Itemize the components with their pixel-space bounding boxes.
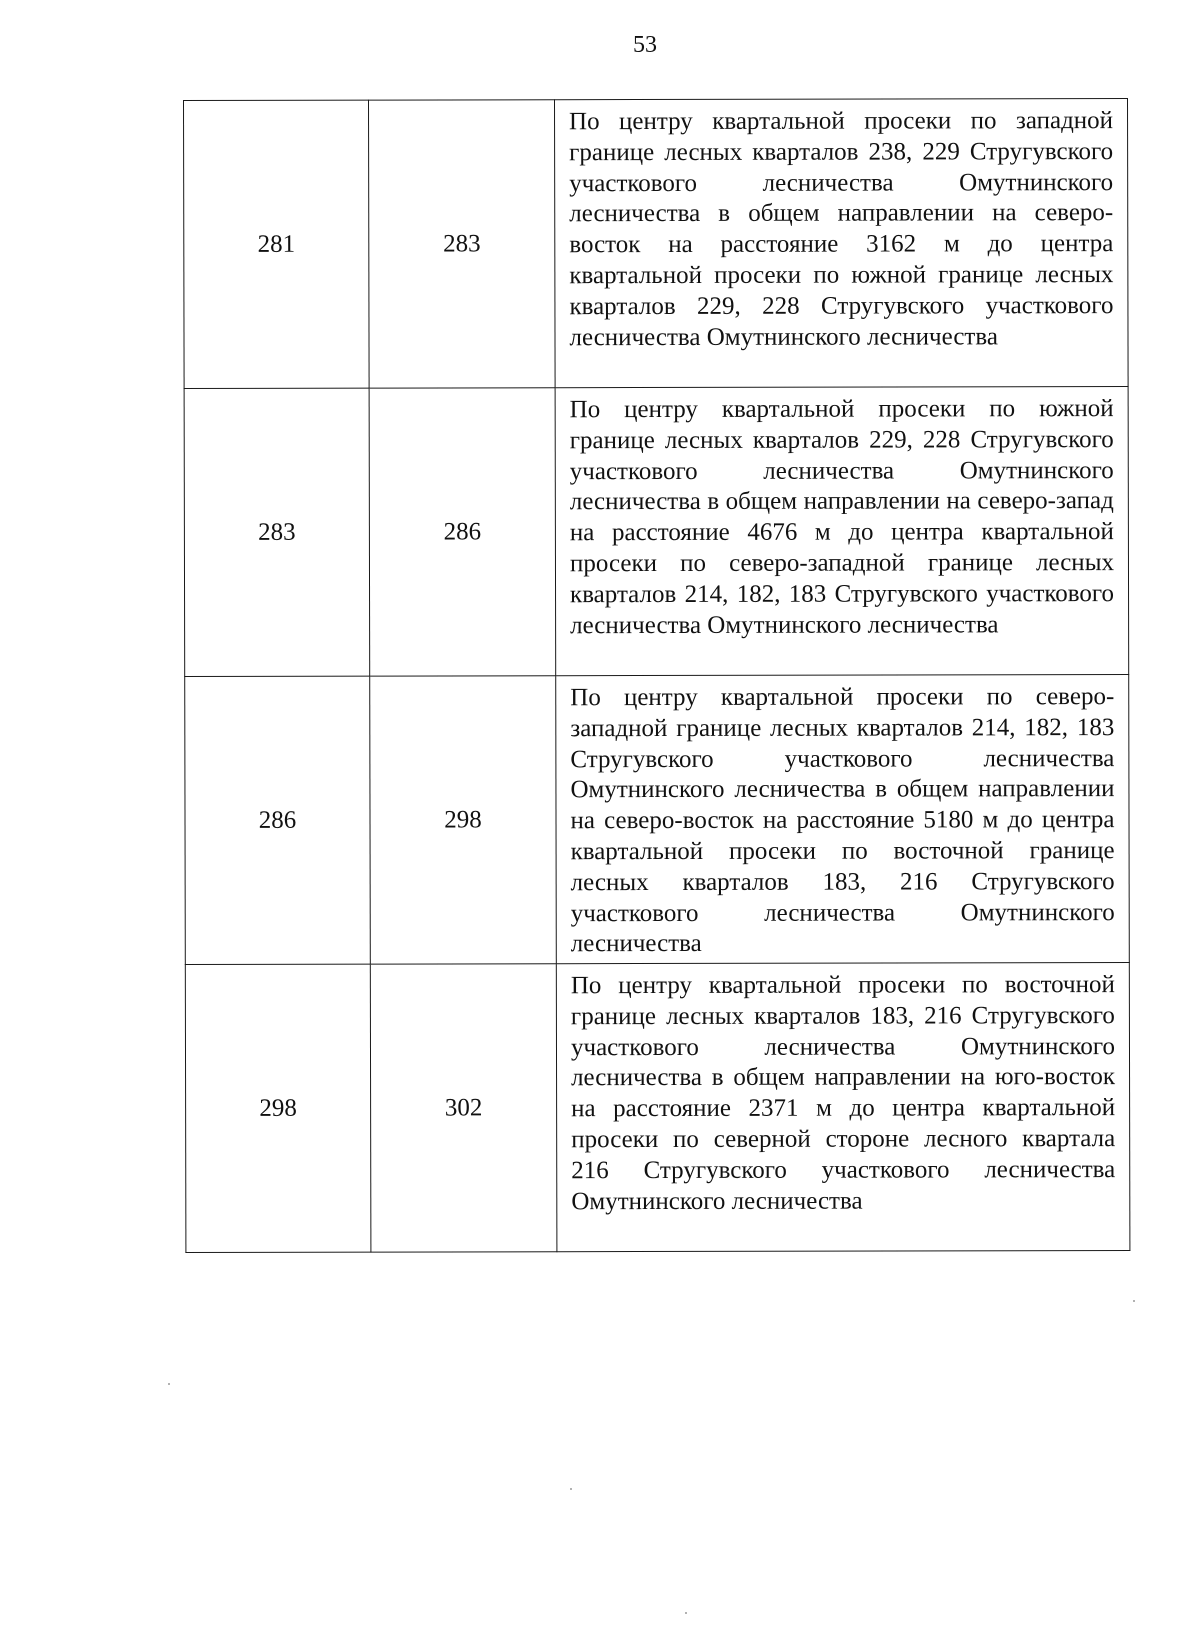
to-point-cell: 283 — [369, 100, 556, 388]
from-point-cell: 283 — [184, 388, 370, 676]
to-point-cell: 298 — [370, 676, 557, 964]
boundary-description-cell: По центру квартальной просеки по восточной границе лесных кварталов 183, 216 Стругувского участкового лесничества Омутнинского лесничества в общем направлении на юго-восток на расстояние 2371 м до центра квартальной просеки по северной стороне лесного квартала 216 Стругувского участкового лесничества Омутнинского лесничества — [556, 963, 1130, 1252]
boundary-description-cell: По центру квартальной просеки по западной границе лесных кварталов 238, 229 Стругувского участкового лесничества Омутнинского лесничества в общем направлении на северо-восток на расстояние 3162 м до центра квартальной просеки по южной границе лесных кварталов 229, 228 Стругувского участкового лесничества Омутнинского лесничества — [555, 99, 1129, 388]
to-point-cell: 302 — [370, 964, 557, 1252]
scan-speck — [1133, 1300, 1135, 1302]
scan-speck — [168, 1383, 170, 1385]
page-number: 53 — [633, 32, 657, 58]
table-row — [184, 387, 1129, 677]
table-row — [185, 963, 1130, 1253]
from-point-cell: 286 — [185, 676, 371, 964]
from-point-cell: 281 — [184, 100, 370, 388]
scan-speck — [570, 1488, 572, 1490]
boundary-description-table — [183, 98, 1130, 1253]
boundary-description-cell: По центру квартальной просеки по северо-западной границе лесных кварталов 214, 182, 183 Стругувского участкового лесничества Омутнинского лесничества в общем направлении на северо-восток на расстояние 5180 м до центра квартальной просеки по восточной границе лесных кварталов 183, 216 Стругувского участкового лесничества Омутнинского лесничества — [556, 675, 1130, 964]
scan-speck — [685, 1612, 687, 1614]
to-point-cell: 286 — [369, 388, 556, 676]
table-row — [185, 675, 1130, 965]
boundary-description-cell: По центру квартальной просеки по южной границе лесных кварталов 229, 228 Стругувского участкового лесничества Омутнинского лесничества в общем направлении на северо-запад на расстояние 4676 м до центра квартальной просеки по северо-западной границе лесных кварталов 214, 182, 183 Стругувского участкового лесничества Омутнинского лесничества — [555, 387, 1129, 676]
table-row — [184, 99, 1129, 389]
from-point-cell: 298 — [185, 964, 371, 1252]
